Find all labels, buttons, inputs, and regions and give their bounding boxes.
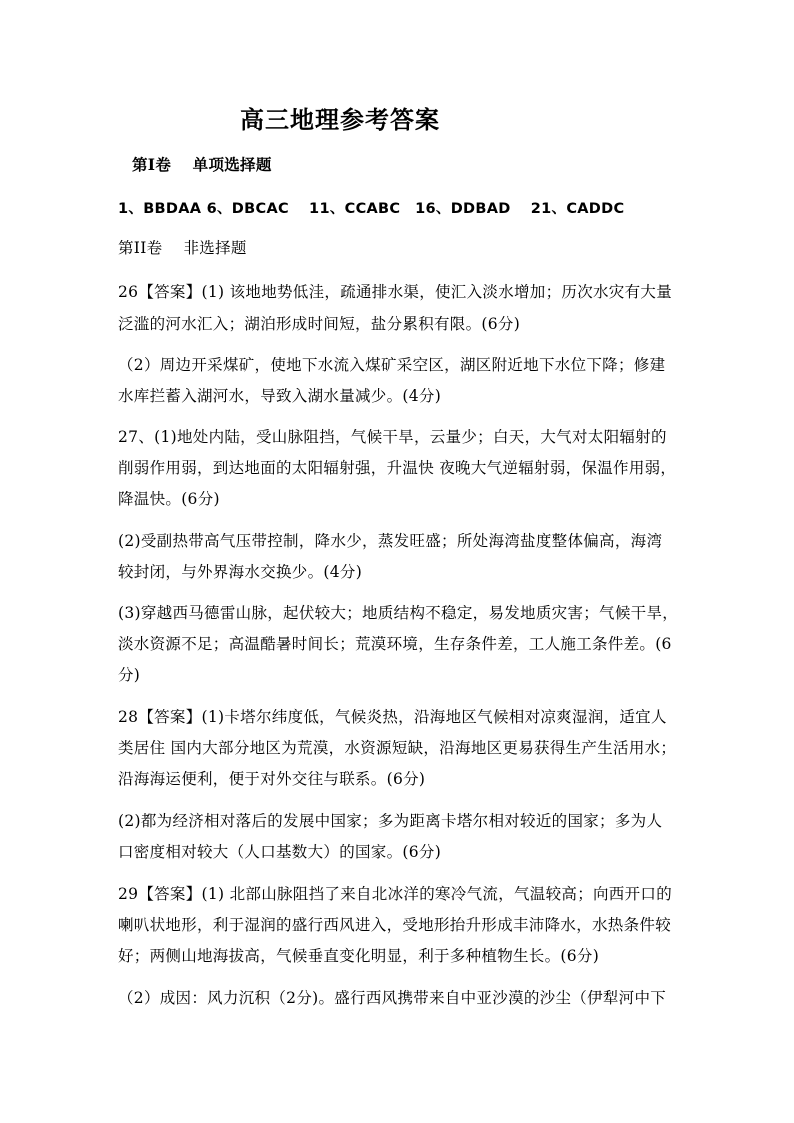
- answer-line: 削弱作用弱，到达地面的太阳辐射强，升温快 夜晚大气逆辐射弱，保温作用弱，: [118, 459, 677, 477]
- answer-line: 类居住 国内大部分地区为荒漠，水资源短缺，沿海地区更易获得生产生活用水；: [118, 739, 677, 757]
- answer-line: (2)受副热带高气压带控制，降水少，蒸发旺盛；所处海湾盐度整体偏高，海湾: [118, 532, 663, 550]
- answer-line: 口密度相对较大（人口基数大）的国家。(6分): [118, 843, 442, 861]
- answer-line: (2)都为经济相对落后的发展中国家；多为距离卡塔尔相对较近的国家；多为人: [118, 812, 663, 830]
- answer-line: 26【答案】(1) 该地地势低洼，疏通排水渠，使汇入淡水增加；历次水灾有大量: [118, 283, 673, 301]
- multiple-choice-answers: 1、BBDAA 6、DBCAC 11、CCABC 16、DDBAD 21、CADDC: [118, 201, 625, 217]
- section-heading-part2: 第II卷 非选择题: [118, 239, 247, 257]
- answer-line: 沿海海运便利，便于对外交往与联系。(6分): [118, 770, 426, 788]
- answer-line: 好；两侧山地海拔高，气候垂直变化明显，利于多种植物生长。(6分): [118, 947, 600, 965]
- answer-line: 28【答案】(1)卡塔尔纬度低，气候炎热，沿海地区气候相对凉爽湿润，适宜人: [118, 708, 667, 726]
- answer-line: 分): [118, 666, 141, 684]
- answer-line: 淡水资源不足；高温酷暑时间长；荒漠环境，生存条件差，工人施工条件差。(6: [118, 635, 672, 653]
- answer-line: (3)穿越西马德雷山脉，起伏较大；地质结构不稳定，易发地质灾害；气候干旱，: [118, 604, 679, 622]
- answer-line: （2）周边开采煤矿，使地下水流入煤矿采空区，湖区附近地下水位下降；修建: [118, 356, 666, 374]
- answer-line: 27、(1)地处内陆，受山脉阻挡，气候干旱，云量少；白天，大气对太阳辐射的: [118, 428, 667, 446]
- answer-line: 降温快。(6分): [118, 490, 220, 508]
- answer-line: 29【答案】(1) 北部山脉阻挡了来自北冰洋的寒冷气流，气温较高；向西开口的: [118, 885, 673, 903]
- answer-line: 喇叭状地形，利于湿润的盛行西风进入，受地形抬升形成丰沛降水，水热条件较: [118, 916, 672, 934]
- answer-line: （2）成因：风力沉积（2分)。盛行西风携带来自中亚沙漠的沙尘（伊犁河中下: [118, 989, 667, 1007]
- section-heading-part1: 第Ⅰ卷 单项选择题: [132, 155, 272, 174]
- answer-line: 泛滥的河水汇入；湖泊形成时间短，盐分累积有限。(6分): [118, 315, 521, 333]
- answer-line: 水库拦蓄入湖河水，导致入湖水量减少。(4分): [118, 387, 442, 405]
- answer-line: 较封闭，与外界海水交换少。(4分): [118, 563, 363, 581]
- page-title: 高三地理参考答案: [240, 105, 440, 134]
